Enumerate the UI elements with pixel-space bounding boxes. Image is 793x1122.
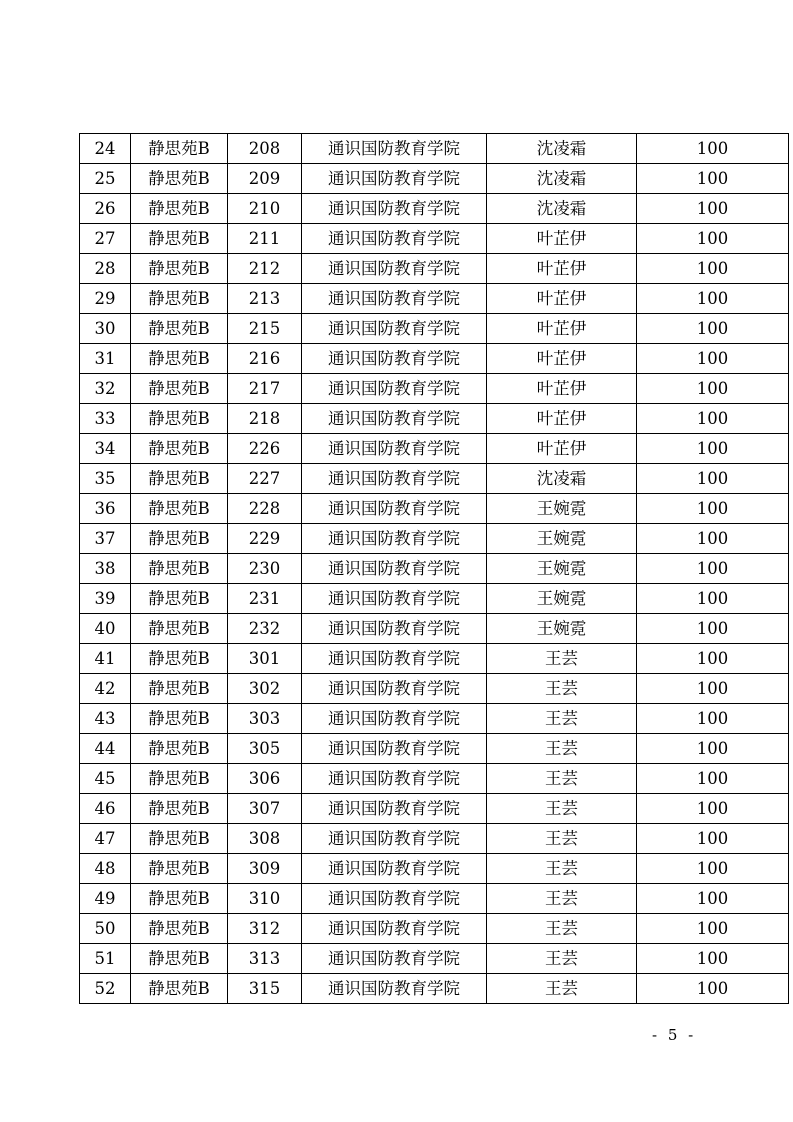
row-index-cell: 51 [80, 944, 131, 974]
building-cell: 静思苑B [131, 584, 228, 614]
college-cell: 通识国防教育学院 [302, 164, 487, 194]
counselor-cell: 王芸 [487, 674, 637, 704]
row-index-cell: 30 [80, 314, 131, 344]
counselor-cell: 王婉霓 [487, 494, 637, 524]
counselor-cell: 叶芷伊 [487, 344, 637, 374]
table-row [80, 554, 789, 584]
counselor-cell: 叶芷伊 [487, 374, 637, 404]
building-cell: 静思苑B [131, 194, 228, 224]
table-row [80, 914, 789, 944]
row-index-cell: 27 [80, 224, 131, 254]
score-cell: 100 [637, 404, 789, 434]
counselor-cell: 沈凌霜 [487, 134, 637, 164]
building-cell: 静思苑B [131, 464, 228, 494]
row-index-cell: 52 [80, 974, 131, 1004]
table-row [80, 344, 789, 374]
college-cell: 通识国防教育学院 [302, 224, 487, 254]
room-number-cell: 212 [228, 254, 302, 284]
score-cell: 100 [637, 494, 789, 524]
score-cell: 100 [637, 794, 789, 824]
table-row [80, 224, 789, 254]
table-row [80, 524, 789, 554]
building-cell: 静思苑B [131, 794, 228, 824]
row-index-cell: 48 [80, 854, 131, 884]
building-cell: 静思苑B [131, 314, 228, 344]
building-cell: 静思苑B [131, 224, 228, 254]
room-number-cell: 309 [228, 854, 302, 884]
room-number-cell: 313 [228, 944, 302, 974]
score-cell: 100 [637, 554, 789, 584]
row-index-cell: 39 [80, 584, 131, 614]
college-cell: 通识国防教育学院 [302, 554, 487, 584]
table-row [80, 194, 789, 224]
room-number-cell: 209 [228, 164, 302, 194]
row-index-cell: 35 [80, 464, 131, 494]
college-cell: 通识国防教育学院 [302, 584, 487, 614]
score-cell: 100 [637, 524, 789, 554]
document-table-container [79, 133, 789, 1004]
building-cell: 静思苑B [131, 134, 228, 164]
building-cell: 静思苑B [131, 974, 228, 1004]
room-number-cell: 229 [228, 524, 302, 554]
college-cell: 通识国防教育学院 [302, 704, 487, 734]
score-cell: 100 [637, 284, 789, 314]
score-cell: 100 [637, 704, 789, 734]
building-cell: 静思苑B [131, 404, 228, 434]
row-index-cell: 31 [80, 344, 131, 374]
counselor-cell: 王婉霓 [487, 554, 637, 584]
score-cell: 100 [637, 194, 789, 224]
room-number-cell: 232 [228, 614, 302, 644]
building-cell: 静思苑B [131, 254, 228, 284]
row-index-cell: 38 [80, 554, 131, 584]
college-cell: 通识国防教育学院 [302, 254, 487, 284]
college-cell: 通识国防教育学院 [302, 434, 487, 464]
counselor-cell: 王婉霓 [487, 614, 637, 644]
room-number-cell: 217 [228, 374, 302, 404]
score-cell: 100 [637, 584, 789, 614]
room-number-cell: 315 [228, 974, 302, 1004]
row-index-cell: 45 [80, 764, 131, 794]
building-cell: 静思苑B [131, 374, 228, 404]
table-row [80, 434, 789, 464]
counselor-cell: 王芸 [487, 884, 637, 914]
college-cell: 通识国防教育学院 [302, 344, 487, 374]
table-row [80, 764, 789, 794]
room-number-cell: 310 [228, 884, 302, 914]
score-cell: 100 [637, 614, 789, 644]
building-cell: 静思苑B [131, 944, 228, 974]
table-row [80, 614, 789, 644]
building-cell: 静思苑B [131, 734, 228, 764]
college-cell: 通识国防教育学院 [302, 644, 487, 674]
building-cell: 静思苑B [131, 764, 228, 794]
room-number-cell: 210 [228, 194, 302, 224]
room-number-cell: 213 [228, 284, 302, 314]
counselor-cell: 王芸 [487, 944, 637, 974]
room-number-cell: 230 [228, 554, 302, 584]
college-cell: 通识国防教育学院 [302, 824, 487, 854]
table-row [80, 254, 789, 284]
counselor-cell: 叶芷伊 [487, 404, 637, 434]
row-index-cell: 33 [80, 404, 131, 434]
room-number-cell: 305 [228, 734, 302, 764]
college-cell: 通识国防教育学院 [302, 914, 487, 944]
room-number-cell: 312 [228, 914, 302, 944]
building-cell: 静思苑B [131, 434, 228, 464]
row-index-cell: 49 [80, 884, 131, 914]
table-row [80, 494, 789, 524]
building-cell: 静思苑B [131, 614, 228, 644]
room-number-cell: 231 [228, 584, 302, 614]
counselor-cell: 王芸 [487, 854, 637, 884]
college-cell: 通识国防教育学院 [302, 194, 487, 224]
counselor-cell: 王婉霓 [487, 584, 637, 614]
college-cell: 通识国防教育学院 [302, 764, 487, 794]
score-cell: 100 [637, 374, 789, 404]
table-row [80, 374, 789, 404]
score-cell: 100 [637, 164, 789, 194]
row-index-cell: 42 [80, 674, 131, 704]
college-cell: 通识国防教育学院 [302, 134, 487, 164]
row-index-cell: 25 [80, 164, 131, 194]
score-cell: 100 [637, 254, 789, 284]
room-number-cell: 302 [228, 674, 302, 704]
score-cell: 100 [637, 464, 789, 494]
college-cell: 通识国防教育学院 [302, 794, 487, 824]
college-cell: 通识国防教育学院 [302, 314, 487, 344]
building-cell: 静思苑B [131, 644, 228, 674]
score-cell: 100 [637, 644, 789, 674]
counselor-cell: 沈凌霜 [487, 194, 637, 224]
row-index-cell: 26 [80, 194, 131, 224]
building-cell: 静思苑B [131, 704, 228, 734]
building-cell: 静思苑B [131, 674, 228, 704]
building-cell: 静思苑B [131, 824, 228, 854]
table-row [80, 824, 789, 854]
room-number-cell: 211 [228, 224, 302, 254]
building-cell: 静思苑B [131, 164, 228, 194]
counselor-cell: 叶芷伊 [487, 224, 637, 254]
counselor-cell: 王芸 [487, 794, 637, 824]
college-cell: 通识国防教育学院 [302, 884, 487, 914]
score-cell: 100 [637, 224, 789, 254]
college-cell: 通识国防教育学院 [302, 494, 487, 524]
college-cell: 通识国防教育学院 [302, 734, 487, 764]
score-cell: 100 [637, 134, 789, 164]
score-cell: 100 [637, 944, 789, 974]
counselor-cell: 王芸 [487, 704, 637, 734]
score-cell: 100 [637, 344, 789, 374]
score-cell: 100 [637, 914, 789, 944]
row-index-cell: 24 [80, 134, 131, 164]
counselor-cell: 王芸 [487, 914, 637, 944]
room-number-cell: 307 [228, 794, 302, 824]
table-row [80, 974, 789, 1004]
college-cell: 通识国防教育学院 [302, 944, 487, 974]
counselor-cell: 王芸 [487, 824, 637, 854]
college-cell: 通识国防教育学院 [302, 674, 487, 704]
room-number-cell: 218 [228, 404, 302, 434]
room-number-cell: 303 [228, 704, 302, 734]
score-cell: 100 [637, 674, 789, 704]
score-cell: 100 [637, 884, 789, 914]
score-cell: 100 [637, 974, 789, 1004]
building-cell: 静思苑B [131, 284, 228, 314]
row-index-cell: 28 [80, 254, 131, 284]
row-index-cell: 37 [80, 524, 131, 554]
table-row [80, 704, 789, 734]
counselor-cell: 叶芷伊 [487, 314, 637, 344]
college-cell: 通识国防教育学院 [302, 524, 487, 554]
table-row [80, 644, 789, 674]
row-index-cell: 34 [80, 434, 131, 464]
building-cell: 静思苑B [131, 494, 228, 524]
room-number-cell: 216 [228, 344, 302, 374]
score-cell: 100 [637, 764, 789, 794]
room-number-cell: 308 [228, 824, 302, 854]
room-number-cell: 306 [228, 764, 302, 794]
counselor-cell: 王芸 [487, 764, 637, 794]
college-cell: 通识国防教育学院 [302, 854, 487, 884]
room-number-cell: 215 [228, 314, 302, 344]
table-row [80, 314, 789, 344]
counselor-cell: 王芸 [487, 734, 637, 764]
building-cell: 静思苑B [131, 854, 228, 884]
table-row [80, 404, 789, 434]
table-row [80, 944, 789, 974]
room-number-cell: 208 [228, 134, 302, 164]
counselor-cell: 王芸 [487, 974, 637, 1004]
table-row [80, 734, 789, 764]
score-cell: 100 [637, 854, 789, 884]
college-cell: 通识国防教育学院 [302, 374, 487, 404]
room-number-cell: 301 [228, 644, 302, 674]
row-index-cell: 46 [80, 794, 131, 824]
score-cell: 100 [637, 434, 789, 464]
table-row [80, 794, 789, 824]
table-row [80, 854, 789, 884]
counselor-cell: 沈凌霜 [487, 464, 637, 494]
counselor-cell: 沈凌霜 [487, 164, 637, 194]
table-row [80, 884, 789, 914]
room-number-cell: 226 [228, 434, 302, 464]
college-cell: 通识国防教育学院 [302, 614, 487, 644]
table-row [80, 134, 789, 164]
row-index-cell: 40 [80, 614, 131, 644]
row-index-cell: 36 [80, 494, 131, 524]
table-body [80, 134, 789, 1004]
building-cell: 静思苑B [131, 524, 228, 554]
row-index-cell: 47 [80, 824, 131, 854]
score-cell: 100 [637, 734, 789, 764]
table-row [80, 164, 789, 194]
counselor-cell: 王婉霓 [487, 524, 637, 554]
room-number-cell: 227 [228, 464, 302, 494]
score-cell: 100 [637, 824, 789, 854]
counselor-cell: 叶芷伊 [487, 254, 637, 284]
row-index-cell: 29 [80, 284, 131, 314]
college-cell: 通识国防教育学院 [302, 404, 487, 434]
score-cell: 100 [637, 314, 789, 344]
building-cell: 静思苑B [131, 344, 228, 374]
row-index-cell: 43 [80, 704, 131, 734]
building-cell: 静思苑B [131, 554, 228, 584]
building-cell: 静思苑B [131, 914, 228, 944]
counselor-cell: 叶芷伊 [487, 284, 637, 314]
table-row [80, 464, 789, 494]
building-cell: 静思苑B [131, 884, 228, 914]
dormitory-score-table [79, 133, 789, 1004]
table-row [80, 674, 789, 704]
row-index-cell: 44 [80, 734, 131, 764]
college-cell: 通识国防教育学院 [302, 464, 487, 494]
table-row [80, 584, 789, 614]
counselor-cell: 王芸 [487, 644, 637, 674]
college-cell: 通识国防教育学院 [302, 284, 487, 314]
row-index-cell: 50 [80, 914, 131, 944]
table-row [80, 284, 789, 314]
college-cell: 通识国防教育学院 [302, 974, 487, 1004]
row-index-cell: 41 [80, 644, 131, 674]
room-number-cell: 228 [228, 494, 302, 524]
counselor-cell: 叶芷伊 [487, 434, 637, 464]
page-number: - 5 - [652, 1026, 697, 1044]
row-index-cell: 32 [80, 374, 131, 404]
